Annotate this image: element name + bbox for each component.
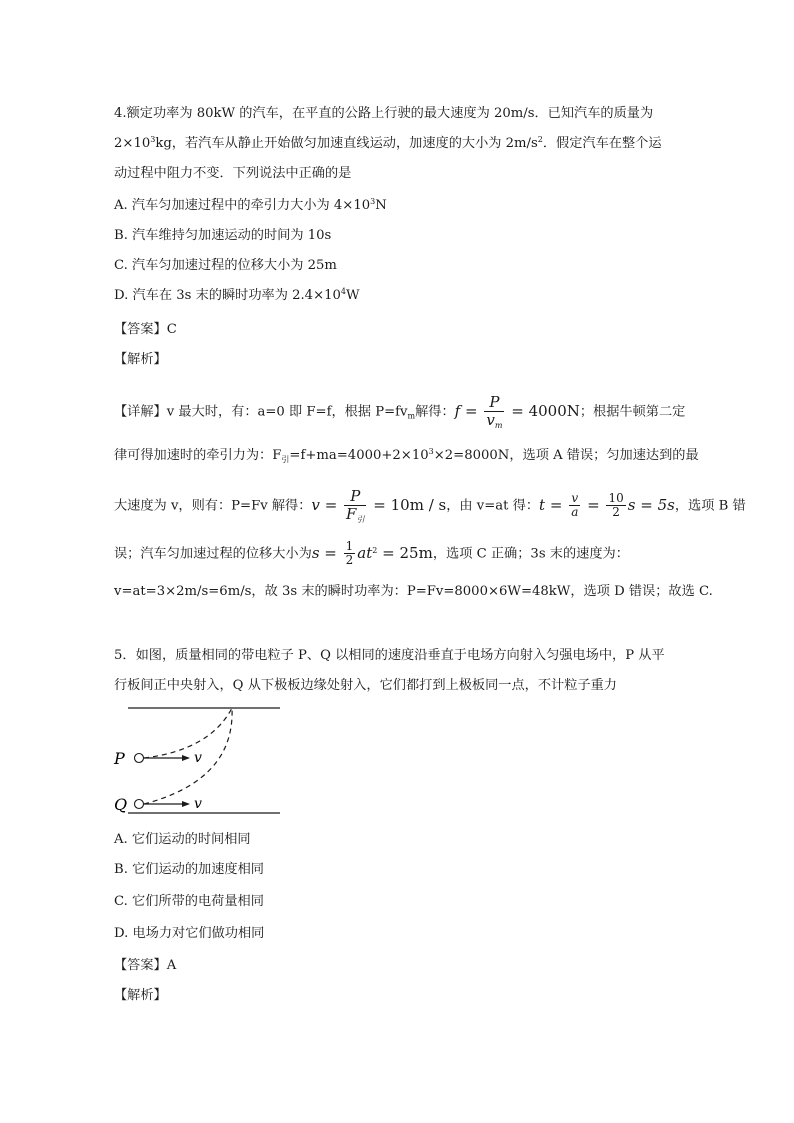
q4-stem-line-3: 动过程中阻力不变．下列说法中正确的是 bbox=[114, 166, 352, 181]
label-v-p: v bbox=[194, 750, 202, 766]
q5-option-a: A. 它们运动的时间相同 bbox=[114, 832, 251, 847]
q4-detail-line-2: 律可得加速时的牵引力为：$F_引=f+ma=4000+2\times 10^3\times 2=8000N$，选项 A 错误；匀加速达到的最 bbox=[114, 447, 699, 464]
q5-stem-line-2: 行板间正中央射入，Q 从下极板边缘处射入，它们都打到上极板同一点，不计粒子重力 bbox=[114, 678, 617, 693]
q4-stem-line-2: $2\times 10^3kg$，若汽车从静止开始做匀加速直线运动，加速度的大小为 $2m/s^2$．假定汽车在整个运 bbox=[114, 135, 662, 151]
q4-option-a: A. 汽车匀加速过程中的牵引力大小为 $4\times 10^3N$ bbox=[114, 197, 387, 213]
q4-option-c: C. 汽车匀加速过程的位移大小为 25m bbox=[114, 258, 337, 273]
q5-option-d: D. 电场力对它们做功相同 bbox=[114, 926, 265, 941]
q4-detail-line-1: 【详解】v 最大时，有：a=0 即 F=f，根据 $P=fv_m$解得：f = $\frac{P}{v_m}$ = 4000N；根据牛顿第二定 bbox=[114, 393, 686, 430]
trajectory-p bbox=[144, 708, 232, 758]
q4-option-d: D. 汽车在 3s 末的瞬时功率为 $2.4\times 10^4W$ bbox=[114, 287, 360, 303]
particle-p bbox=[135, 754, 144, 763]
label-p: P bbox=[114, 749, 125, 768]
label-q: Q bbox=[114, 795, 128, 814]
q5-analysis-label: 【解析】 bbox=[114, 988, 167, 1003]
q5-option-c: C. 它们所带的电荷量相同 bbox=[114, 894, 264, 909]
parallel-plate-diagram bbox=[110, 700, 290, 820]
q4-answer: 【答案】C bbox=[114, 322, 177, 337]
q5-answer: 【答案】A bbox=[114, 958, 177, 973]
arrowhead-p bbox=[182, 755, 190, 761]
label-v-q: v bbox=[194, 796, 202, 812]
particle-q bbox=[135, 800, 144, 809]
q4-detail-line-4: 误；汽车匀加速过程的位移大小为s = $\frac{1}{2}$ $at^2 = 25m$，选项 C 正确；3s 末的速度为： bbox=[114, 539, 629, 567]
q5-option-b: B. 它们运动的加速度相同 bbox=[114, 862, 264, 877]
q5-stem-line-1: 5．如图，质量相同的带电粒子 P、Q 以相同的速度沿垂直于电场方向射入匀强电场中，P 从平 bbox=[114, 648, 665, 663]
q4-analysis-label: 【解析】 bbox=[114, 352, 167, 367]
q4-detail-line-5: v=at=3×2m/s=6m/s，故 3s 末的瞬时功率为：P=Fv=8000×6W=48kW，选项 D 错误；故选 C. bbox=[114, 584, 713, 599]
q4-detail-line-3: 大速度为 v，则有：P=Fv 解得：v = $\frac{P}{F_引}$ = 10m / s，由 v=at 得：t = $\frac{v}{a}$ = $\frac{10}{2}$ s = 5s，选项 B 错 bbox=[114, 487, 746, 524]
arrowhead-q bbox=[182, 801, 190, 807]
q4-stem-line-1: 4.额定功率为 80kW 的汽车，在平直的公路上行驶的最大速度为 20m/s．已知汽车的质量为 bbox=[114, 106, 654, 121]
q4-option-b: B. 汽车维持匀加速运动的时间为 10s bbox=[114, 228, 332, 243]
